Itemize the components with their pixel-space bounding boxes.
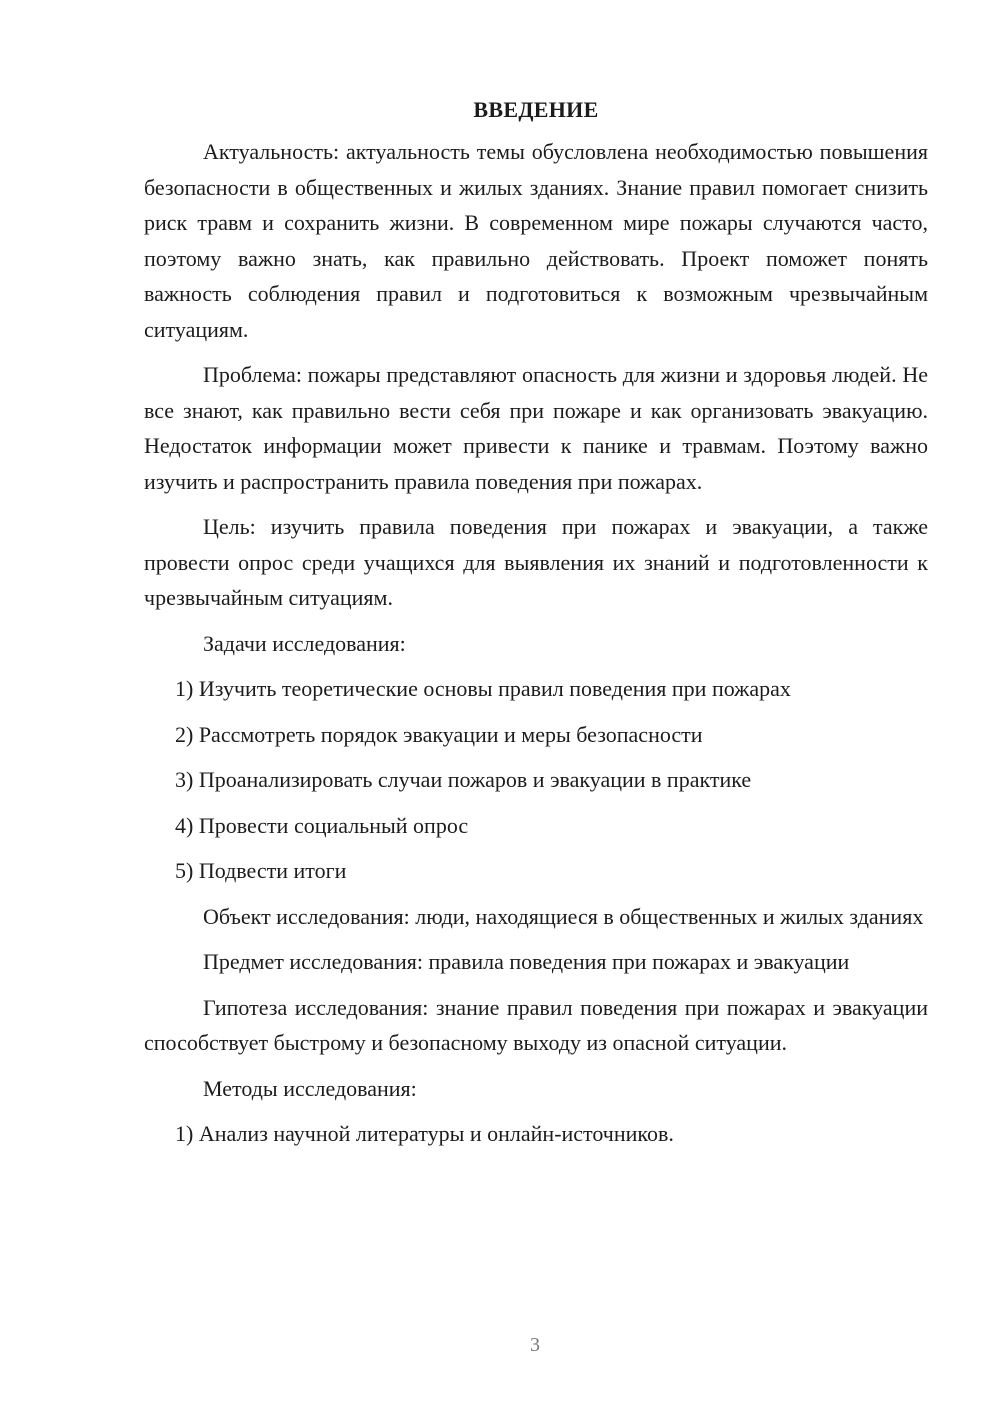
problem-paragraph: Проблема: пожары представляют опасность для жизни и здоровья людей. Не все знают, как правильно вести себя при пожаре и как организовать эвакуацию. Недостаток информации может привести к панике и травмам. Поэтому важно изучить и распространить правила поведения при пожарах. [144,362,928,494]
tasks-heading: Задачи исследования: [203,630,406,656]
relevance-paragraph: Актуальность: актуальность темы обусловлена необходимостью повышения безопасности в общественных и жилых зданиях. Знание правил помогает снизить риск травм и сохранить жизни. В современном мире пожары случаются часто, поэтому важно знать, как правильно действовать. Проект поможет понять важность соблюдения правил и подготовиться к возможным чрезвычайным ситуациям. [144,139,928,342]
object-paragraph: Объект исследования: люди, находящиеся в общественных и жилых зданиях [203,903,924,929]
task-item: 1) Изучить теоретические основы правил поведения при пожарах [175,676,791,701]
subject-paragraph: Предмет исследования: правила поведения при пожарах и эвакуации [203,949,850,974]
page-number: 3 [530,1334,540,1356]
task-item: 5) Подвести итоги [175,858,347,883]
hypothesis-paragraph: Гипотеза исследования: знание правил поведения при пожарах и эвакуации способствует быстрому и безопасному выходу из опасной ситуации. [144,994,928,1055]
goal-paragraph: Цель: изучить правила поведения при пожарах и эвакуации, а также провести опрос среди учащихся для выявления их знаний и подготовленности к чрезвычайным ситуациям. [144,514,928,610]
method-item: 1) Анализ научной литературы и онлайн-источников. [175,1121,674,1146]
methods-list [144,1116,928,1152]
document-title: ВВЕДЕНИЕ [473,97,599,122]
methods-heading: Методы исследования: [203,1075,417,1101]
document-body [144,92,928,1162]
tasks-list [144,671,928,889]
task-item: 2) Рассмотреть порядок эвакуации и меры безопасности [175,721,703,747]
task-item: 3) Проанализировать случаи пожаров и эвакуации в практике [175,767,752,792]
task-item: 4) Провести социальный опрос [175,812,469,838]
